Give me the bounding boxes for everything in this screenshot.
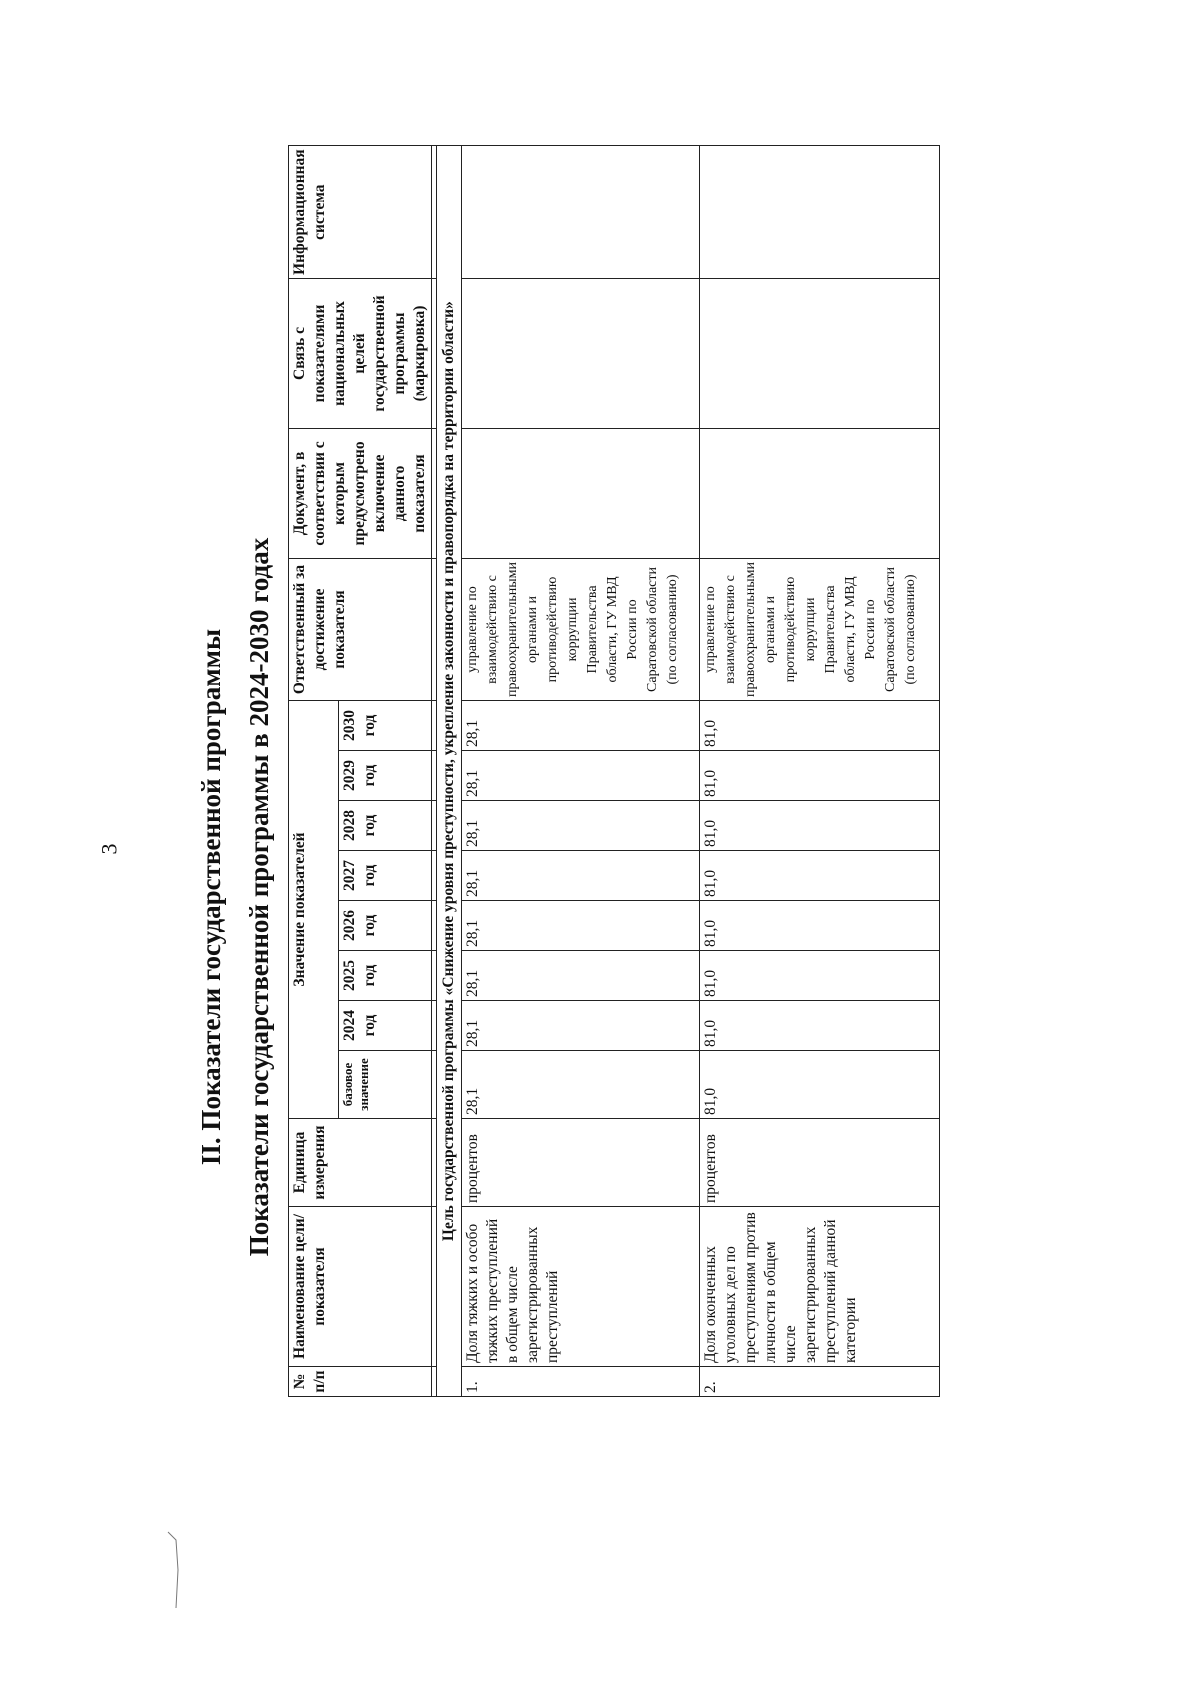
- row-value: 81,0: [700, 751, 940, 801]
- header-year: 2029 год: [338, 751, 431, 801]
- indicators-table: [288, 145, 940, 1397]
- row-num: 2.: [700, 1367, 940, 1397]
- row-value: 81,0: [700, 1001, 940, 1051]
- row-value: 28,1: [462, 751, 700, 801]
- header-document: Документ, в соответствии с которым предусмотрено включение данного показателя: [289, 428, 432, 558]
- row-unit: процентов: [700, 1119, 940, 1207]
- row-link: [462, 278, 700, 428]
- header-year: 2030 год: [338, 701, 431, 751]
- row-value: 28,1: [462, 951, 700, 1001]
- header-responsible: Ответственный за достижение показателя: [289, 558, 432, 700]
- row-document: [462, 428, 700, 558]
- header-name: Наименование цели/показателя: [289, 1207, 432, 1367]
- row-value: 28,1: [462, 701, 700, 751]
- row-link: [700, 278, 940, 428]
- header-values-group: Значение показателей: [289, 701, 339, 1119]
- row-value: 81,0: [700, 701, 940, 751]
- row-value: 28,1: [462, 1001, 700, 1051]
- header-base: базовое значение: [338, 1051, 431, 1119]
- row-infosys: [462, 146, 700, 279]
- row-value: 81,0: [700, 951, 940, 1001]
- row-name: Доля тяжких и особо тяжких преступлений в общем числе зарегистрированных преступлений: [462, 1207, 700, 1367]
- row-value: 28,1: [462, 901, 700, 951]
- row-value: 28,1: [462, 801, 700, 851]
- row-unit: процентов: [462, 1119, 700, 1207]
- row-value: 28,1: [462, 851, 700, 901]
- section-title: II. Показатели государственной программы: [196, 628, 226, 1166]
- row-name: Доля оконченных уголовных дел по преступлениям против личности в общем числе зарегистрированных преступлений данной категории: [700, 1207, 940, 1367]
- header-unit: Единица измерения: [289, 1119, 432, 1207]
- header-year: 2027 год: [338, 851, 431, 901]
- header-year: 2028 год: [338, 801, 431, 851]
- row-num: 1.: [462, 1367, 700, 1397]
- row-infosys: [700, 146, 940, 279]
- goal-row: [437, 146, 462, 1397]
- binding-hole-mark: [166, 1530, 186, 1610]
- header-infosys: Информационная система: [289, 146, 432, 279]
- header-row-1: [289, 146, 339, 1397]
- row-document: [700, 428, 940, 558]
- rotated-sheet: [0, 97, 1000, 1697]
- page-number: 3: [96, 843, 122, 855]
- row-base: 28,1: [462, 1051, 700, 1119]
- header-year: 2024 год: [338, 1001, 431, 1051]
- row-value: 81,0: [700, 801, 940, 851]
- row-responsible: управление по взаимодействию с правоохранительными органами и противодействию коррупции Правительства области, ГУ МВД России по Саратовской области (по согласованию): [700, 558, 940, 700]
- table-row: [462, 146, 700, 1397]
- header-year: 2025 год: [338, 951, 431, 1001]
- program-goal: Цель государственной программы «Снижение уровня преступности, укрепление законности и правопорядка на территории области»: [437, 146, 462, 1397]
- header-num: № п/п: [289, 1367, 432, 1397]
- row-value: 81,0: [700, 901, 940, 951]
- table-subtitle: Показатели государственной программы в 2024-2030 годах: [244, 537, 274, 1257]
- row-responsible: управление по взаимодействию с правоохранительными органами и противодействию коррупции Правительства области, ГУ МВД России по Саратовской области (по согласованию): [462, 558, 700, 700]
- row-base: 81,0: [700, 1051, 940, 1119]
- header-link: Связь с показателями национальных целей государственной программы (маркировка): [289, 278, 432, 428]
- table-row: [700, 146, 940, 1397]
- row-value: 81,0: [700, 851, 940, 901]
- header-year: 2026 год: [338, 901, 431, 951]
